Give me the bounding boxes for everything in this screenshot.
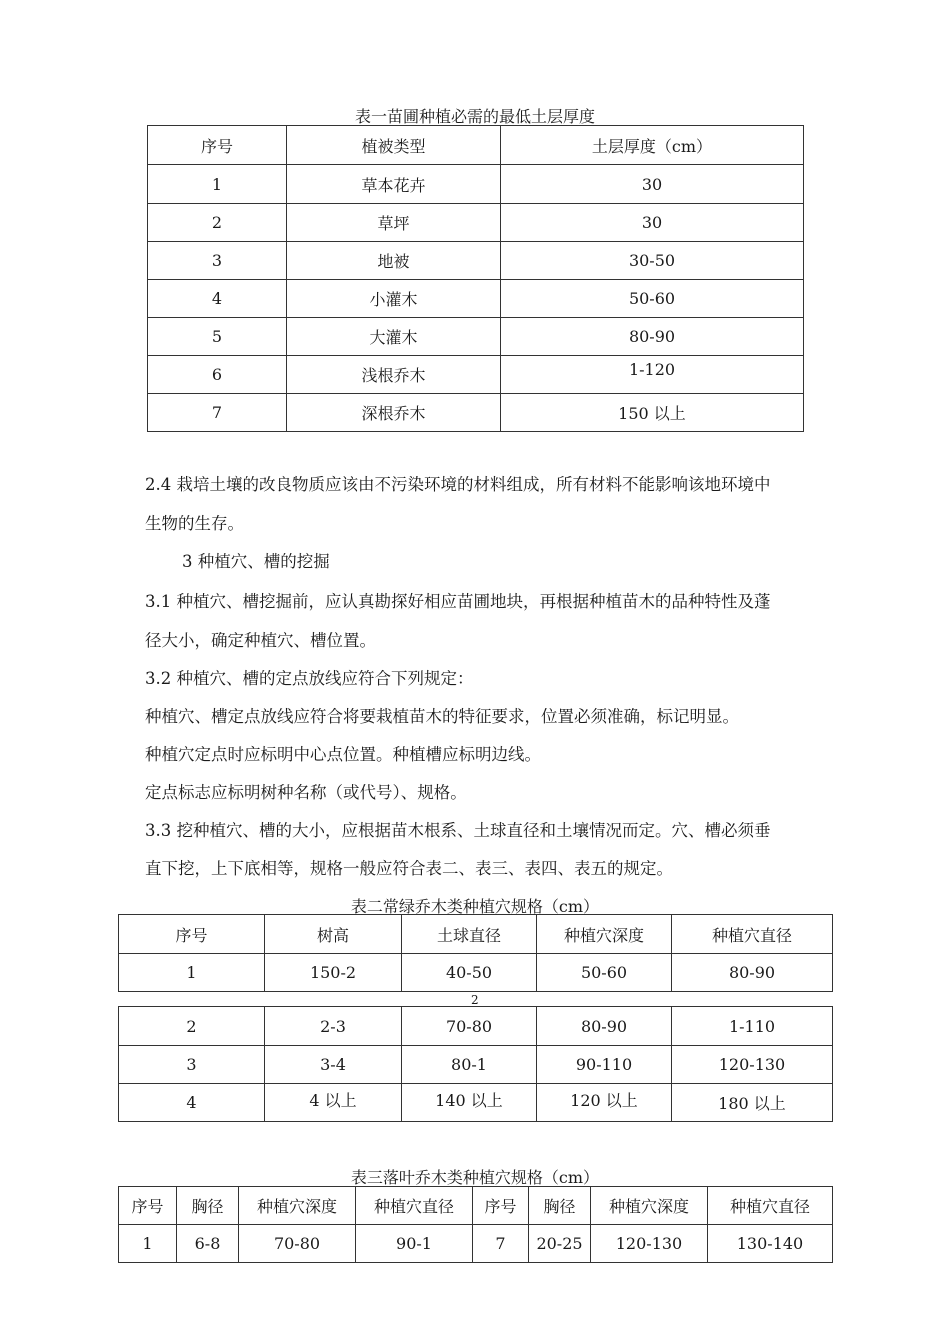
table-cell: 80-90: [672, 954, 833, 992]
paragraph-line: 直下挖，上下底相等，规格一般应符合表二、表三、表四、表五的规定。: [145, 859, 673, 878]
paragraph-line: 3.2 种植穴、槽的定点放线应符合下列规定：: [145, 669, 474, 688]
table1-header-row: [148, 126, 804, 165]
table3: [118, 1186, 833, 1263]
table1-header-cell: 植被类型: [287, 126, 501, 165]
table-cell: 1: [119, 954, 265, 992]
table-row: [119, 1225, 833, 1263]
table-cell: 70-80: [402, 1007, 537, 1046]
table-cell: 120-130: [591, 1225, 708, 1263]
table2-part2: [118, 1006, 833, 1122]
table-cell: 草本花卉: [287, 165, 501, 204]
table1: [147, 125, 804, 432]
table-cell: 30-50: [501, 242, 804, 280]
table1-caption: 表一苗圃种植必需的最低土层厚度: [354, 107, 595, 126]
page-number: 2: [471, 993, 479, 1007]
table-cell: 6: [148, 356, 287, 394]
table-cell: 120-130: [672, 1046, 833, 1084]
table3-header-row: [119, 1187, 833, 1225]
table-cell: 1-120: [501, 356, 804, 394]
table-row: [119, 1084, 833, 1122]
paragraph-line: 2.4 栽培土壤的改良物质应该由不污染环境的材料组成，所有材料不能影响该地环境中: [145, 475, 771, 494]
table2-header-cell: 树高: [265, 915, 402, 954]
table-cell: 2-3: [265, 1007, 402, 1046]
paragraph-line: 生物的生存。: [145, 514, 244, 533]
table-cell: 80-90: [537, 1007, 672, 1046]
table2-header-cell: 土球直径: [402, 915, 537, 954]
table-cell: 7: [473, 1225, 529, 1263]
table-cell: 5: [148, 318, 287, 356]
table-cell: 6-8: [177, 1225, 239, 1263]
table-cell: 1: [119, 1225, 177, 1263]
table2-header-row: [119, 915, 833, 954]
table2-header-cell: 种植穴深度: [537, 915, 672, 954]
table-cell: 4: [148, 280, 287, 318]
table-cell: 80-1: [402, 1046, 537, 1084]
table3-header-cell: 序号: [119, 1187, 177, 1225]
table-cell: 50-60: [537, 954, 672, 992]
table-cell: 4 以上: [265, 1084, 402, 1122]
table-row: [119, 1007, 833, 1046]
table-cell: 2: [148, 204, 287, 242]
table-cell: 1: [148, 165, 287, 204]
section-heading: 3 种植穴、槽的挖掘: [182, 552, 330, 571]
table-cell: 3-4: [265, 1046, 402, 1084]
table-cell: 3: [119, 1046, 265, 1084]
table3-caption: 表三落叶乔木类种植穴规格（cm）: [350, 1168, 600, 1187]
table-cell: 地被: [287, 242, 501, 280]
table-cell: 150 以上: [501, 394, 804, 432]
paragraph-line: 定点标志应标明树种名称（或代号）、规格。: [145, 783, 467, 802]
table-cell: 20-25: [529, 1225, 591, 1263]
paragraph-line: 3.3 挖种植穴、槽的大小，应根据苗木根系、土球直径和土壤情况而定。穴、槽必须垂: [145, 821, 771, 840]
paragraph-line: 3.1 种植穴、槽挖掘前，应认真勘探好相应苗圃地块，再根据种植苗木的品种特性及蓬: [145, 592, 771, 611]
table-cell: 130-140: [708, 1225, 833, 1263]
table-cell: 大灌木: [287, 318, 501, 356]
paragraph-line: 种植穴定点时应标明中心点位置。种植槽应标明边线。: [145, 745, 541, 764]
table-cell: 150-2: [265, 954, 402, 992]
table2-caption: 表二常绿乔木类种植穴规格（cm）: [350, 897, 600, 916]
table3-header-cell: 胸径: [529, 1187, 591, 1225]
table-cell: 小灌木: [287, 280, 501, 318]
table-cell: 1-110: [672, 1007, 833, 1046]
table-cell: 140 以上: [402, 1084, 537, 1122]
table-row: [119, 1046, 833, 1084]
table1-header-cell: 土层厚度（cm）: [501, 126, 804, 165]
table3-header-cell: 种植穴深度: [591, 1187, 708, 1225]
table-cell: 4: [119, 1084, 265, 1122]
table-cell: 深根乔木: [287, 394, 501, 432]
table-cell: 120 以上: [537, 1084, 672, 1122]
paragraph-line: 径大小，确定种植穴、槽位置。: [145, 631, 376, 650]
table-cell: 180 以上: [672, 1084, 833, 1122]
table-cell: 2: [119, 1007, 265, 1046]
table3-header-cell: 序号: [473, 1187, 529, 1225]
table-row: [119, 954, 833, 992]
table-cell: 30: [501, 204, 804, 242]
table-cell: 30: [501, 165, 804, 204]
table-row: [148, 242, 804, 280]
table-cell: 7: [148, 394, 287, 432]
table-row: [148, 394, 804, 432]
table-cell: 3: [148, 242, 287, 280]
table-row: [148, 356, 804, 394]
table-row: [148, 318, 804, 356]
table2-part1: [118, 914, 833, 992]
table-cell: 草坪: [287, 204, 501, 242]
table3-header-cell: 胸径: [177, 1187, 239, 1225]
table3-header-cell: 种植穴直径: [708, 1187, 833, 1225]
table2-header-cell: 种植穴直径: [672, 915, 833, 954]
table1-header-cell: 序号: [148, 126, 287, 165]
table-cell: 90-110: [537, 1046, 672, 1084]
table-cell: 50-60: [501, 280, 804, 318]
table-cell: 90-1: [356, 1225, 473, 1263]
table3-header-cell: 种植穴直径: [356, 1187, 473, 1225]
table-cell: 40-50: [402, 954, 537, 992]
table-row: [148, 280, 804, 318]
table2-header-cell: 序号: [119, 915, 265, 954]
table-cell: 浅根乔木: [287, 356, 501, 394]
table-cell: 80-90: [501, 318, 804, 356]
table3-header-cell: 种植穴深度: [239, 1187, 356, 1225]
table-cell: 70-80: [239, 1225, 356, 1263]
table-row: [148, 204, 804, 242]
paragraph-line: 种植穴、槽定点放线应符合将要栽植苗木的特征要求，位置必须准确，标记明显。: [145, 707, 739, 726]
table-row: [148, 165, 804, 204]
